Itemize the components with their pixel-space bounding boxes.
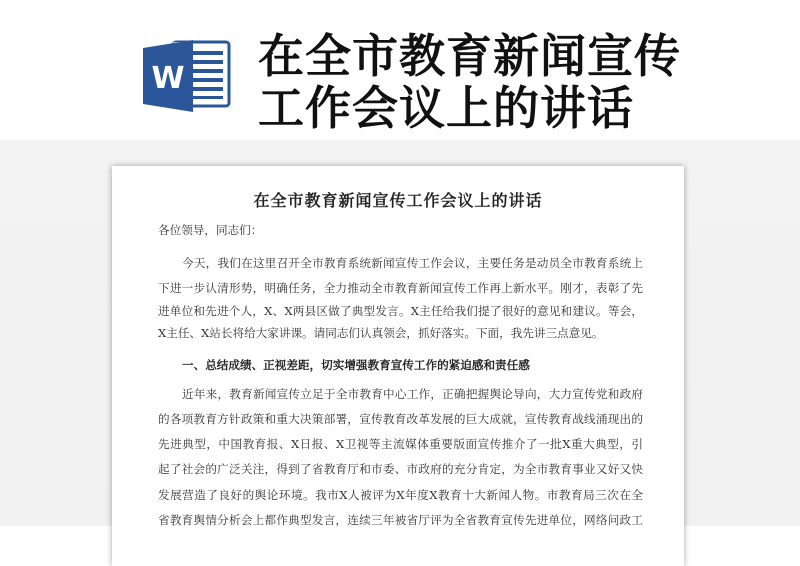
page-title — [258, 30, 681, 134]
greeting: 各位领导，同志们： — [158, 223, 263, 237]
paragraph-line: 下进一步认清形势，明确任务，全力推动全市教育新闻宣传工作再上新水平。刚才，表彰了先 — [158, 281, 643, 295]
paragraph-line: 起了社会的广泛关注，得到了省教育厅和市委、市政府的充分肯定，为全市教育事业又好又快 — [158, 462, 643, 476]
paragraph-line: 省教育舆情分析会上都作典型发言，连续三年被省厅评为全省教育宣传先进单位，网络问政工 — [158, 513, 643, 527]
page-title-line: 在全市教育新闻宣传 — [258, 29, 681, 83]
document-title: 在全市教育新闻宣传工作会议上的讲话 — [253, 191, 543, 210]
paragraph-line: 先进典型，中国教育报、X日报、X卫视等主流媒体重要版面宣传推介了一批X重大典型，引 — [158, 437, 643, 451]
paragraph-line: X主任、X站长将给大家讲课。请同志们认真领会，抓好落实。下面，我先讲三点意见。 — [158, 326, 604, 340]
section-heading: 一、总结成绩、正视差距，切实增强教育宣传工作的紧迫感和责任感 — [182, 358, 530, 372]
paragraph-line: 进单位和先进个人，X、X两县区做了典型发言。X主任给我们提了很好的意见和建议。等会， — [158, 304, 643, 318]
word-document-icon — [143, 34, 231, 114]
page-title-line: 工作会议上的讲话 — [258, 81, 634, 135]
document-page — [112, 166, 684, 566]
paragraph-line: 近年来，教育新闻宣传立足于全市教育中心工作，正确把握舆论导向，大力宣传党和政府 — [182, 387, 643, 401]
svg-text:W: W — [151, 61, 185, 96]
paragraph-line: 今天，我们在这里召开全市教育系统新闻宣传工作会议，主要任务是动员全市教育系统上 — [182, 256, 643, 270]
paragraph-line: 的各项教育方针政策和重大决策部署，宣传教育改革发展的巨大成就，宣传教育战线涌现出的 — [158, 412, 643, 426]
paragraph-line: 发展营造了良好的舆论环境。我市X人被评为X年度X教育十大新闻人物。市教育局三次在全 — [158, 488, 643, 502]
